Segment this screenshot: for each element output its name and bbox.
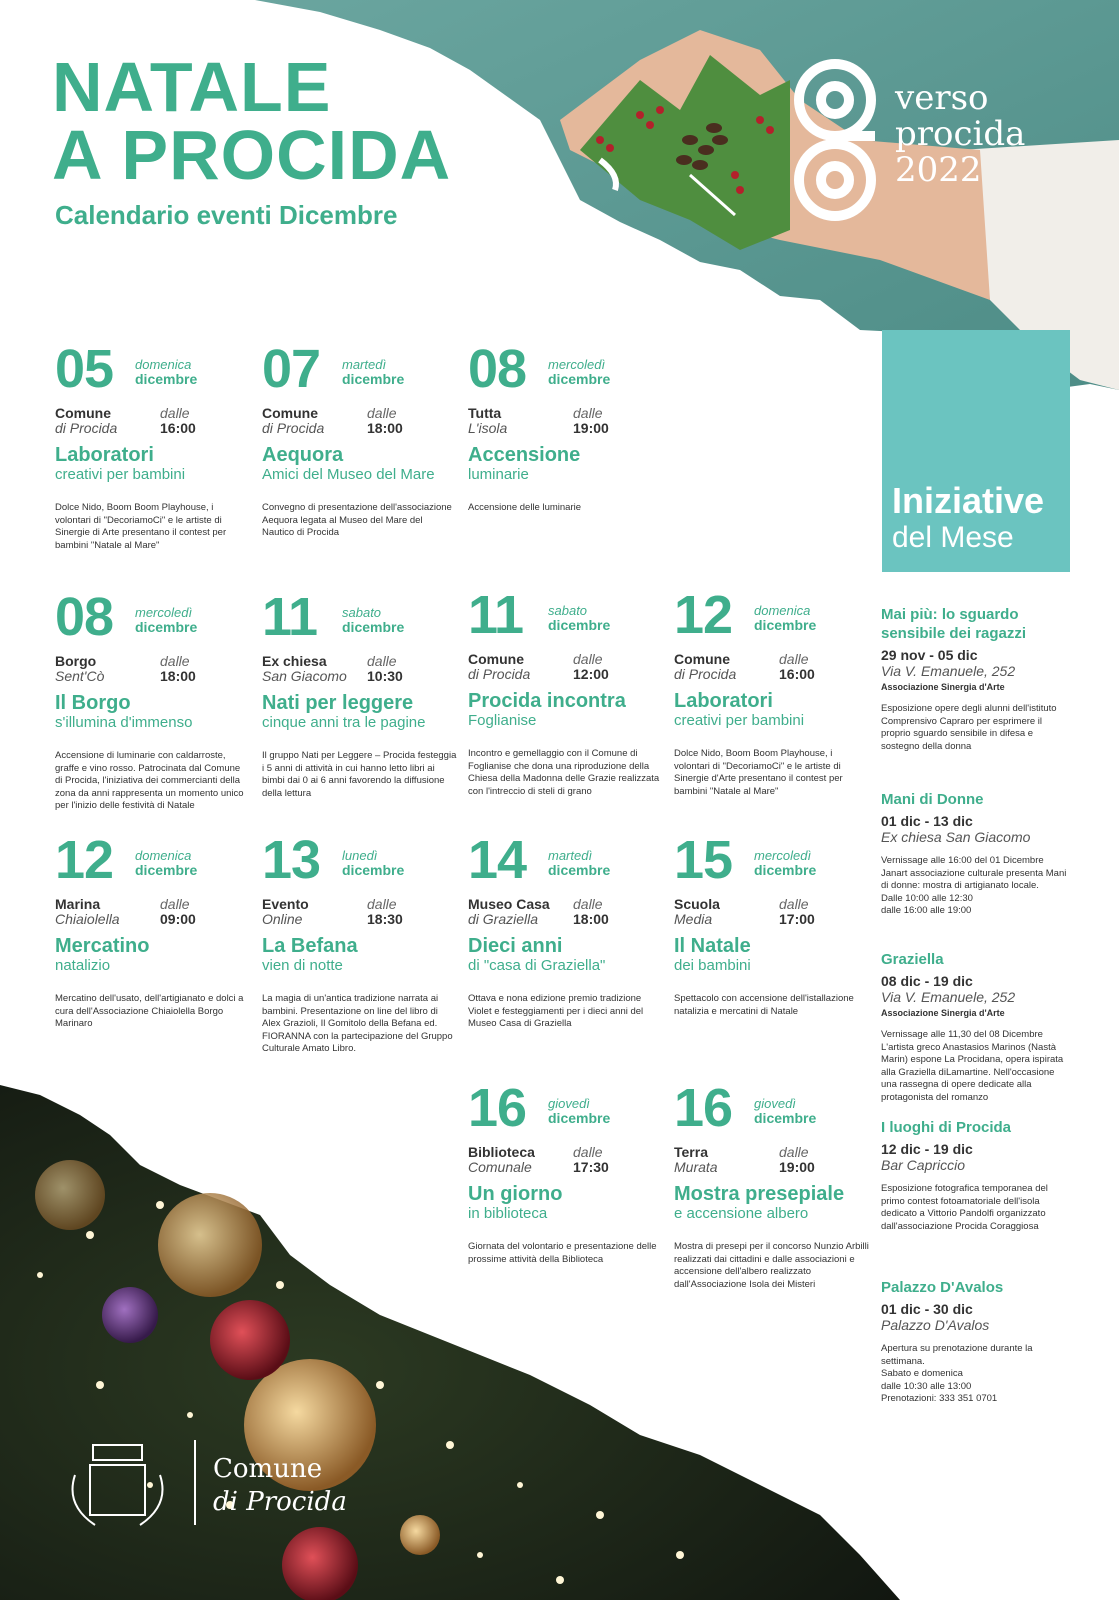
event-subtitle: natalizio [55,957,111,974]
event-title: Aequora [262,444,344,466]
initiative-dates: 08 dic - 19 dic [881,973,973,989]
event-subtitle: s'illumina d'immenso [55,714,193,731]
event-time-label: dalle [779,896,809,912]
event-place-detail: Media [674,911,713,927]
event-description: Accensione di luminarie con caldarroste, graffe e vino rosso. Patrocinata dal Comune di Procida, l'iniziativa dei commercianti della zona da anni rappresenta un momento unico per l'inizio delle festività di Natale [55,750,244,811]
event-day: 14 [468,830,527,890]
event-description: Giornata del volontario e presentazione delle prossime attività della Biblioteca [468,1241,657,1265]
initiative-item [881,1118,1071,1233]
comune-di-procida-logo [55,1425,355,1535]
event-subtitle: creativi per bambini [55,466,186,483]
event-place-detail: di Procida [262,420,325,436]
event-time-label: dalle [367,896,397,912]
event-time: 18:30 [367,911,403,927]
event-place: Comune [468,651,524,667]
event-weekday: domenica [135,848,192,863]
event-place-detail: Murata [674,1159,718,1175]
event-month: dicembre [135,619,198,635]
event-time-label: dalle [160,405,190,421]
initiative-item [881,1278,1071,1406]
event-subtitle: dei bambini [674,957,751,974]
event-month: dicembre [548,371,611,387]
event-place: Tutta [468,405,502,421]
event-title: Il Natale [674,935,751,957]
svg-text:di Procida: di Procida [213,1487,347,1517]
event-weekday: mercoledì [754,848,812,863]
event-place-detail: di Graziella [468,911,539,927]
event-time: 18:00 [573,911,609,927]
event-time: 19:00 [779,1159,815,1175]
event-place: Ex chiesa [262,653,327,669]
event-title: Un giorno [468,1183,563,1205]
event-description: Dolce Nido, Boom Boom Playhouse, i volontari di "DecoriamoCi" e le artiste di Sinergie di Arte presentano il contest per bambini "Natale al Mare" [55,502,227,551]
event-title: Mostra presepiale [674,1183,845,1205]
event-description: Mostra di presepi per il concorso Nunzio Arbilli realizzati dai cittadini e dalle associazioni e accensione dell'albero realizzato dall'Associazione Isola dei Misteri [674,1241,869,1290]
event-title: Laboratori [674,690,773,712]
initiative-dates: 29 nov - 05 dic [881,647,978,663]
initiative-item [881,605,1071,753]
event-place-detail: Chiaiolella [55,911,120,927]
iniziative-title: Iniziative [892,480,1045,521]
event-place: Terra [674,1144,708,1160]
verso-procida-logo-text: verso procida 2022 [895,78,1026,190]
event-weekday: sabato [342,605,382,620]
event-weekday: domenica [135,357,192,372]
event-description: Convegno di presentazione dell'associazione Aequora legata al Museo del Mare del Nautico di Procida [262,502,452,538]
initiative-place: Bar Capriccio [881,1157,966,1173]
event-place-detail: Sent'Cò [55,668,105,684]
event-subtitle: creativi per bambini [674,712,805,729]
initiative-description: Esposizione opere degli alunni dell'istituto Comprensivo Capraro per esprimere il proprio sguardo sensibile in difesa e sostegno della donna [881,703,1057,752]
event-place: Comune [674,651,730,667]
event-title: Procida incontra [468,690,626,712]
event-month: dicembre [548,1110,611,1126]
event-description: Dolce Nido, Boom Boom Playhouse, i volontari di "DecoriamoCi" e le artiste di Sinergie d'Arte presentano il contest per bambini "Natale al Mare" [674,748,843,797]
event-place-detail: San Giacomo [262,668,347,684]
title-natale: NATALE [52,48,332,126]
event-place-detail: di Procida [468,666,531,682]
event-subtitle: e accensione albero [674,1205,809,1222]
event-day: 12 [55,830,114,890]
event-title: La Befana [262,935,358,957]
event-time: 10:30 [367,668,403,684]
event-place: Comune [262,405,318,421]
event-title: Nati per leggere [262,692,414,714]
event-title: Accensione [468,444,581,466]
event-weekday: giovedì [754,1096,796,1111]
event-time-label: dalle [367,405,397,421]
event-place-detail: Comunale [468,1159,532,1175]
event-description: Mercatino dell'usato, dell'artigianato e dolci a cura dell'Associazione Chiaiolella Borgo Marinaro [55,993,244,1029]
initiative-description: Vernissage alle 16:00 del 01 Dicembre Janart associazione culturale presenta Mani di donne: mostra di artigianato locale. Dalle 10:00 alle 12:30 dalle 16:00 alle 19:00 [881,855,1067,916]
initiative-name: Graziella [881,951,944,968]
initiative-description: Apertura su prenotazione durante la settimana. Sabato e domenica dalle 10:30 alle 13:00 Prenotazioni: 333 351 0701 [881,1343,1033,1404]
event-time: 19:00 [573,420,609,436]
event-description: Spettacolo con accensione dell'istallazione natalizia e mercatini di Natale [674,993,854,1017]
event-place: Evento [262,896,309,912]
event-place: Museo Casa [468,896,550,912]
event-time-label: dalle [573,1144,603,1160]
event-weekday: lunedì [342,848,378,863]
event-title: Laboratori [55,444,154,466]
event-time: 17:00 [779,911,815,927]
event-weekday: giovedì [548,1096,590,1111]
initiative-dates: 01 dic - 13 dic [881,813,973,829]
title-a-procida: A PROCIDA [52,116,452,194]
event-time-label: dalle [367,653,397,669]
initiative-dates: 12 dic - 19 dic [881,1141,973,1157]
event-description: Incontro e gemellaggio con il Comune di Foglianise che dona una riproduzione della Chiesa della Madonna delle Grazie realizzata con l'intreccio di steli di grano [468,748,660,797]
event-month: dicembre [548,617,611,633]
iniziative-subtitle: del Mese [892,521,1014,554]
event-time: 16:00 [160,420,196,436]
event-description: Ottava e nona edizione premio tradizione Violet e festeggiamenti per i dieci anni del Museo Casa di Graziella [468,993,644,1029]
event-place: Biblioteca [468,1144,535,1160]
event-day: 15 [674,830,733,890]
event-month: dicembre [135,862,198,878]
initiative-name: Palazzo D'Avalos [881,1279,1004,1296]
event-place-detail: Online [262,911,303,927]
event-weekday: domenica [754,603,811,618]
event-weekday: sabato [548,603,588,618]
event-time: 16:00 [779,666,815,682]
event-title: Dieci anni [468,935,563,957]
initiative-place: Ex chiesa San Giacomo [881,829,1031,845]
event-month: dicembre [754,1110,817,1126]
event-time-label: dalle [779,1144,809,1160]
initiative-item [881,950,1071,1104]
event-day: 05 [55,339,114,399]
event-subtitle: in biblioteca [468,1205,548,1222]
initiative-association: Associazione Sinergia d'Arte [881,1008,1005,1018]
event-month: dicembre [342,619,405,635]
initiative-place: Via V. Emanuele, 252 [881,989,1016,1005]
event-description: La magia di un'antica tradizione narrata ai bambini. Presentazione on line del libro di Alex Grazioli, Il Gomitolo della Befana ed. FIORANNA con la partecipazione del Gruppo Culturale Amato Libro. [262,993,453,1054]
initiative-item [881,790,1071,918]
event-place-detail: di Procida [674,666,737,682]
event-weekday: martedì [342,357,387,372]
event-card [262,339,457,582]
event-place: Scuola [674,896,720,912]
initiative-place: Via V. Emanuele, 252 [881,663,1016,679]
event-time: 09:00 [160,911,196,927]
initiative-association: Associazione Sinergia d'Arte [881,682,1005,692]
event-day: 08 [468,339,527,399]
event-time: 18:00 [367,420,403,436]
event-day: 16 [674,1078,733,1138]
event-place-detail: L'isola [468,420,508,436]
event-time: 18:00 [160,668,196,684]
event-subtitle: di "casa di Graziella" [468,957,606,974]
event-title: Mercatino [55,935,150,957]
calendar-subtitle: Calendario eventi Dicembre [55,200,398,230]
event-card [674,830,869,1073]
event-month: dicembre [754,862,817,878]
event-day: 13 [262,830,321,890]
event-place-detail: di Procida [55,420,118,436]
event-card [468,339,663,582]
initiative-name: Mai più: lo sguardo sensibile dei ragazzi [881,606,1027,642]
svg-text:Comune: Comune [213,1454,323,1484]
event-time-label: dalle [160,896,190,912]
event-place: Comune [55,405,111,421]
event-weekday: martedì [548,848,593,863]
event-place: Marina [55,896,101,912]
event-card [468,585,663,828]
event-card [674,585,869,828]
event-card [468,830,663,1073]
event-time-label: dalle [779,651,809,667]
event-card [262,830,457,1073]
event-month: dicembre [342,862,405,878]
initiative-description: Vernissage alle 11,30 del 08 Dicembre L'artista greco Anastasios Marinos (Nastà Marin) espone La Procidana, opera ispirata alla Graziella diLamartine. Nell'occasione una rassegna di opere dedicate alla protagonista del romanzo [881,1029,1064,1103]
event-subtitle: Foglianise [468,712,537,729]
event-month: dicembre [548,862,611,878]
event-card [55,587,250,830]
event-day: 16 [468,1078,527,1138]
initiative-description: Esposizione fotografica temporanea del primo contest fotoamatoriale dell'isola dedicato a Vittorio Pandolfi organizzato dall'associazione Procida Coraggiosa [881,1183,1048,1232]
event-month: dicembre [754,617,817,633]
event-time-label: dalle [573,651,603,667]
event-card [55,339,250,582]
event-weekday: mercoledì [135,605,193,620]
event-description: Accensione delle luminarie [468,502,582,513]
initiative-dates: 01 dic - 30 dic [881,1301,973,1317]
event-subtitle: Amici del Museo del Mare [262,466,435,483]
event-card [262,587,457,830]
initiative-place: Palazzo D'Avalos [881,1317,990,1333]
event-time-label: dalle [573,405,603,421]
event-day: 12 [674,585,733,645]
event-month: dicembre [135,371,198,387]
event-subtitle: vien di notte [262,957,343,974]
event-time-label: dalle [573,896,603,912]
event-card [55,830,250,1073]
event-month: dicembre [342,371,405,387]
event-day: 11 [468,585,524,645]
event-subtitle: cinque anni tra le pagine [262,714,426,731]
event-day: 11 [262,587,318,647]
event-time: 17:30 [573,1159,609,1175]
event-time: 12:00 [573,666,609,682]
initiative-name: I luoghi di Procida [881,1119,1012,1136]
event-title: Il Borgo [55,692,131,714]
event-day: 07 [262,339,321,399]
event-weekday: mercoledì [548,357,606,372]
event-description: Il gruppo Nati per Leggere – Procida festeggia i 5 anni di attività in cui hanno letto libri ai bimbi dai 0 ai 6 anni favorendo la diffusione della lettura [262,750,457,799]
initiative-name: Mani di Donne [881,791,984,808]
event-place: Borgo [55,653,97,669]
event-time-label: dalle [160,653,190,669]
event-subtitle: luminarie [468,466,529,483]
event-day: 08 [55,587,114,647]
